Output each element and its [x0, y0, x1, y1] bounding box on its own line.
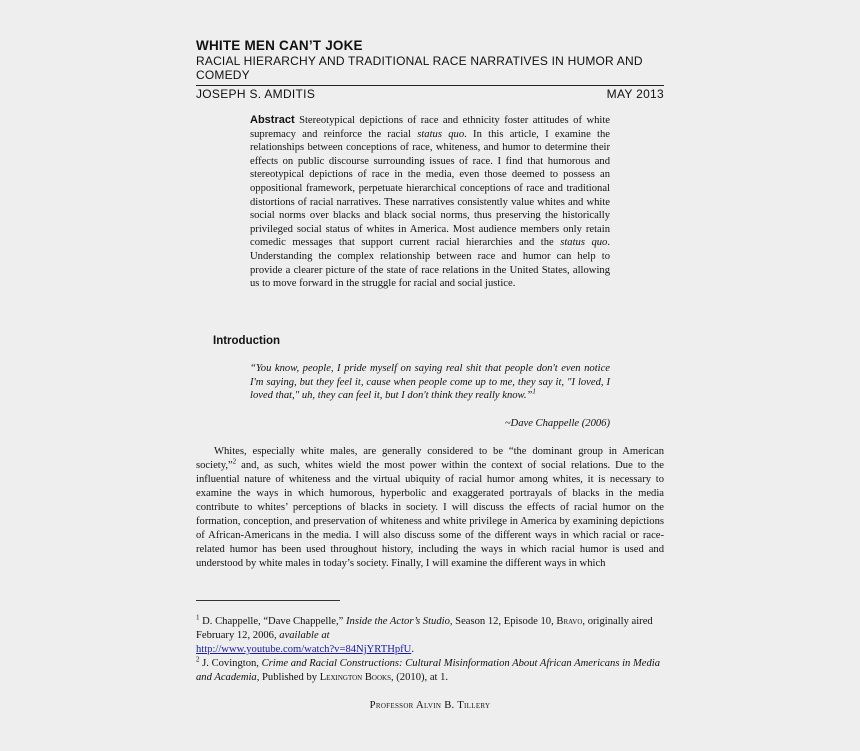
footnote-2-book-title: Crime and Racial Constructions: Cultural Misinformation About African Americans in Media and Academia — [196, 658, 661, 683]
footnote-2-publisher: Lexington Books — [319, 672, 391, 683]
footnote-1-text-a: D. Chappelle, “Dave Chappelle,” — [199, 616, 346, 627]
footnotes — [196, 615, 664, 685]
footnote-2-text-c: , Published by — [256, 672, 320, 683]
footnote-1-text-e: , originally aired February 12, 2006, — [196, 616, 653, 641]
footnote-2-text-e: , (2010), at 1. — [390, 672, 449, 683]
footnote-ref-1[interactable]: 1 — [532, 387, 536, 396]
epigraph-quote — [250, 362, 610, 403]
footnote-1-end: . — [411, 644, 414, 655]
abstract-text-2: . In this article, I examine the relationships between conceptions of race, whiteness, and humor to determine their effects on public discourse surrounding issues of race. I find that humorous and stereotypical depictions of race in the media, even those deemed to possess an oppositional framework, perpetuate hierarchical conceptions of race and traditional distortions of racial narratives. These narratives consistently value whites and white social norms over blacks and black social norms, thus preserving the historically privileged social status of whites in America. Most audience members only retain comedic messages that support current racial hierarchies and the — [250, 128, 610, 249]
footnote-ref-2[interactable]: 2 — [232, 457, 237, 466]
section-heading-introduction: Introduction — [213, 335, 281, 347]
abstract — [250, 114, 610, 291]
abstract-text-3: . Understanding the complex relationship between race and humor can help to provide a clearer picture of the state of race relations in the United States, allowing us to move forward in the struggle for racial and social justice. — [250, 237, 611, 290]
footnote-1-available-at: available at — [279, 630, 330, 641]
body-paragraph — [196, 445, 664, 571]
author-name: JOSEPH S. AMDITIS — [196, 87, 316, 101]
publication-date: MAY 2013 — [606, 87, 664, 101]
footnote-1-show-title: Inside the Actor’s Studio — [346, 616, 450, 627]
quote-attribution: ~Dave Chappelle (2006) — [504, 418, 610, 429]
article-subtitle: RACIAL HIERARCHY AND TRADITIONAL RACE NARRATIVES IN HUMOR AND COMEDY — [196, 54, 643, 82]
footnote-2-text-a: J. Covington, — [199, 658, 262, 669]
article-title: WHITE MEN CAN’T JOKE — [196, 38, 363, 53]
body-text-2: and, as such, whites wield the most power within the context of social relations. Due to the influential nature of whiteness and the virtual ubiquity of racial humor among whites, it is necessary to examine the ways in which humorous, hyperbolic and exaggerated portrayals of blacks in the media contribute to whites’ perceptions of blacks in society. I will discuss the effects of racial humor on the formation, conception, and preservation of whiteness and white privilege in America by examining depictions of African-Americans in the media. I will also discuss some of the different ways in which racial or race-related humor has been used throughout history, including the ways in which racial humor is used and understood by white males in today’s society. Finally, I will examine the different ways in which — [196, 460, 664, 569]
footnote-2-number: 2 — [196, 655, 200, 664]
abstract-italic-2: status quo — [560, 237, 608, 249]
footnote-1-link[interactable]: http://www.youtube.com/watch?v=84NjYRTHpfU — [196, 644, 412, 655]
footnote-rule — [196, 600, 340, 601]
page-footer: Professor Alvin B. Tillery — [369, 700, 491, 711]
header-rule — [196, 85, 664, 86]
footnote-1-network: Bravo — [556, 616, 583, 627]
quote-text: “You know, people, I pride myself on saying real shit that people don't even notice I'm saying, but they feel it, cause when people come up to me, they say it, "I loved, I loved that," uh, they can feel it, but I don't think they really know.” — [250, 363, 610, 402]
footnote-1 — [196, 615, 664, 657]
footnote-1-number: 1 — [196, 613, 200, 622]
abstract-label: Abstract — [250, 114, 295, 126]
footnote-1-text-c: , Season 12, Episode 10, — [449, 616, 557, 627]
footnote-2 — [196, 657, 664, 685]
abstract-italic-1: status quo — [417, 128, 465, 140]
abstract-text-1: Stereotypical depictions of race and ethnicity foster attitudes of white supremacy and reinforce the racial — [250, 115, 610, 140]
body-text-1: Whites, especially white males, are generally considered to be “the dominant group in American society,” — [196, 446, 664, 471]
